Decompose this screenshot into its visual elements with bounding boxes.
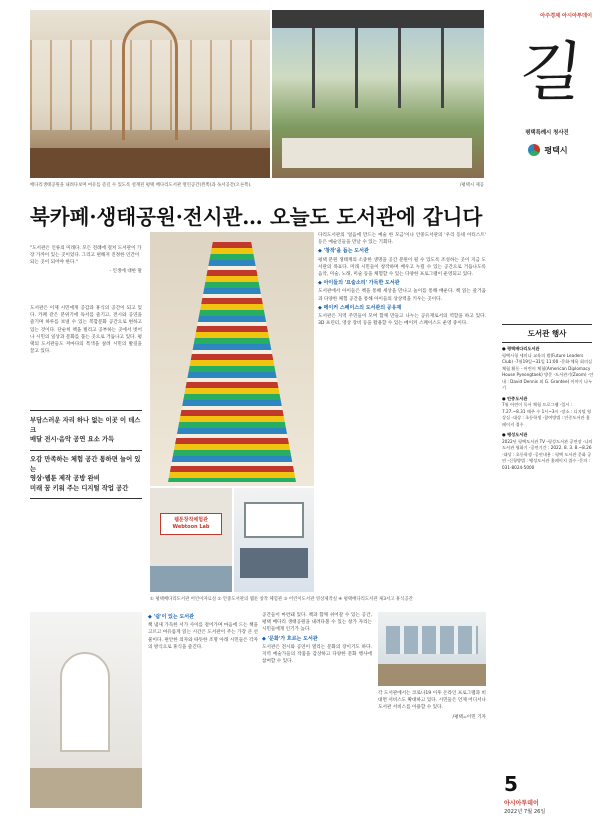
top-photo-left <box>30 10 270 178</box>
issue-date: 2022년 7월 26일 <box>504 809 546 815</box>
reading-room-photo <box>378 612 486 686</box>
tree-sculpture <box>122 20 178 140</box>
pull-quote-1-text: 부담스러운 자리 하나 없는 이곳 이 데스크 매달 전시·음악 공연 요소 가득 <box>30 417 141 443</box>
pull-quote-2-text: 오감 만족하는 체험 공간 통하면 늘어 있는 영상·웹툰 제작 공방 완비 미래 꿈 키워 주는 디지털 작업 공간 <box>30 456 141 492</box>
top-photo-credit: /평택시 제공 <box>459 183 484 188</box>
section-2-body: 도서관에서 아이들은 책을 통해 세상을 만나고 놀이를 통해 배운다. 책 읽는 즐거움과 다양한 체험 공간을 통해 아이들의 상상력을 키우는 곳이다. <box>318 289 486 302</box>
city-logo <box>508 142 588 158</box>
section-2-title: ◆ 아이들의 '요술소리' 가득한 도서관 <box>318 280 400 287</box>
right-column-intro: 다리도서관의 '얼음에 만드는 예술 한 모금'이나 안중도서관의 '우리 동네 아티스트' 등은 예술인들을 만날 수 있는 기회다. <box>318 233 486 246</box>
sidebar-event-2-body: 7월 어린이 독서 체험 프로그램 -일시 : 7.27.~8.31 매주 수 1시~3시 -장소 : 디지털 영상실 -대상 : 초등학생 -참여방법 : 안중도서관 홈페이지 접수 <box>502 402 592 427</box>
pull-quote-2 <box>30 450 142 499</box>
rest-space-photo <box>30 612 142 808</box>
column1-body <box>30 305 142 381</box>
column1-text: 도서관은 이제 시민에게 공감과 휴식의 공간이 되고 있다. 카페 같은 분위기에 독서를 즐기고, 전시와 공연을 즐기며 하루를 보낼 수 있는 복합문화 공간으로 변하고 있는 것이다. 단순히 책을 빌리고 공부하는 곳에서 벗어나 시민의 일상과 문화를 품는 곳으로 거듭나고 있다. 평택의 도서관들도 저마다의 특색을 살려 시민의 발길을 끌고 있다. <box>30 306 142 355</box>
sidebar-event-1-head: ● 평택배다리도서관 <box>502 346 540 351</box>
top-photo-right <box>272 10 484 178</box>
quote-box <box>30 245 142 275</box>
video-room-photo <box>234 488 314 592</box>
masthead-calligraphy: 길 <box>516 36 586 110</box>
bottom-right-credit: /평택=이민 기자 <box>452 714 486 720</box>
section-culture-title: ◆ '문화'가 흐르는 도서관 <box>262 635 318 642</box>
quote-text: "도서관은 인류의 미래다. 모든 전례에 걸쳐 도서관이 가장 가까이 있는 곳이었다. 그리고 편해져 진정한 인간이 되는 곳이 되어야 한다." <box>30 246 142 265</box>
sidebar-event-3-head: ● 팽성도서관 <box>502 432 528 437</box>
bottom-mid-body-2: 도서관은 전시와 공연이 열리는 문화의 장이기도 하다. 지역 예술가들의 작품을 감상하고 다양한 문화 행사에 참여할 수 있다. <box>262 644 372 665</box>
webtoon-sign: 웹툰창작체험관 Webtoon Lab <box>160 513 222 535</box>
webtoon-lab-photo <box>150 488 232 592</box>
page-number: 5 <box>504 772 518 796</box>
bottom-mid-text <box>262 612 372 808</box>
sidebar-event-2-head: ● 안중도서관 <box>502 395 528 401</box>
bottom-right-body: 각 도서관에서는 코로나19 이후 온라인 프로그램과 비대면 서비스도 확대하고 있다. 시민들은 언제 어디서나 도서관 서비스를 이용할 수 있다. <box>378 691 486 711</box>
sidebar-title: 도서관 행사 <box>502 324 592 343</box>
sidebar-events <box>502 342 594 742</box>
right-column-upper <box>318 232 486 592</box>
section-3-body: 도서관은 지역 주민들이 모여 함께 만들고 나누는 공유재로서의 역할을 하고 있다. 3D 프린터, 영상 장비 등을 활용할 수 있는 메이커 스페이스도 운영 중이다. <box>318 314 486 327</box>
city-logo-text: 평택시 <box>544 145 568 155</box>
city-logo-icon <box>528 144 540 156</box>
quote-author: - 인생에 대한 말 <box>109 269 142 274</box>
section-rest-title: ◆ '쉼'이 있는 도서관 <box>148 614 194 620</box>
sidebar-event-1-body: 평택시청 세미나 교육의 밤(Future Leaders Club) -7월19일~31일 11:00 -문화·체육 회의실 체험 활동 - 어린이 체험(American Diplomacy House Pyeongtaek) 방문 -도서관기(Zoom) -안내 : David Dennis 외 G. Grantee) 이야기 나누기 <box>502 352 594 390</box>
bottom-right-text <box>378 690 486 808</box>
masthead-series: 평택특례시 청사진 <box>525 130 569 136</box>
sidebar <box>492 0 600 828</box>
bottom-left-body: 책 냄새 가득한 서가 사이를 걸어가며 마음에 드는 책을 고르고 여유롭게 읽는 시간은 도서관이 주는 가장 큰 선물이다. 편안한 의자와 따뜻한 조명 아래 시민들은 각자의 방식으로 휴식을 즐긴다. <box>148 623 258 650</box>
masthead-paper: 아주경제 아시아투데이 <box>540 13 592 19</box>
section-1-title: ◆ '창작'을 돕는 도서관 <box>318 248 369 255</box>
staircase-photo <box>150 232 314 486</box>
top-photo-caption: 배다리생태공원을 내려다보며 여유를 즐길 수 있도록 설계된 평택 배다리도서관 열린공간(왼쪽)과 독서공간(오른쪽). <box>30 183 252 188</box>
section-3-title: ◆ 메이커 스페이스의 도서관의 공유재 <box>318 304 402 311</box>
bottom-mid-body: 공간들이 마련돼 있다. 책과 함께 쉬어갈 수 있는 공간, 평택 배다리 생태공원을 내려다볼 수 있는 창가 자리는 시민들에게 인기가 높다. <box>262 613 372 633</box>
middle-photo-caption: ① 평택배다리도서관 어린이자료실 ② 안중도서관의 웹툰 창작 체험관 ③ 어린이도서관 영상제작실 ④ 평택배다리도서관 제3서고 휴식공간 <box>150 597 413 602</box>
pull-quote-1 <box>30 410 142 451</box>
headline: 북카페·생태공원·전시관… 오늘도 도서관에 갑니다 <box>30 205 483 229</box>
section-1-body: 평택 분원 생태계의 소중한 생명을 공간 분원이 될 수 있도록 조성하는 곳이 지금 도서관의 목표다. 미래 시민들이 창작하며 배우고 누릴 수 있는 공간으로 거듭나도록 음악, 미술, 노래, 미술 등을 체험할 수 있는 다양한 프로그램이 운영되고 있다. <box>318 257 486 278</box>
sidebar-event-3-body: 2022년 평택도서관 TV -평성도서관 공연장 -나의 도서관 영화기 -공연기간 : 2022. 8. 3. 8.~8.26 -대상 : 초등학생 -공연내용 : 평택 도서관 문화 공연 -신청방법 : 팽성도서관 홈페이지 접수 -문의 : 031-8024-5000 <box>502 438 593 470</box>
footer-paper: 아시아투데이 <box>504 800 539 807</box>
bottom-left-text <box>148 612 258 808</box>
